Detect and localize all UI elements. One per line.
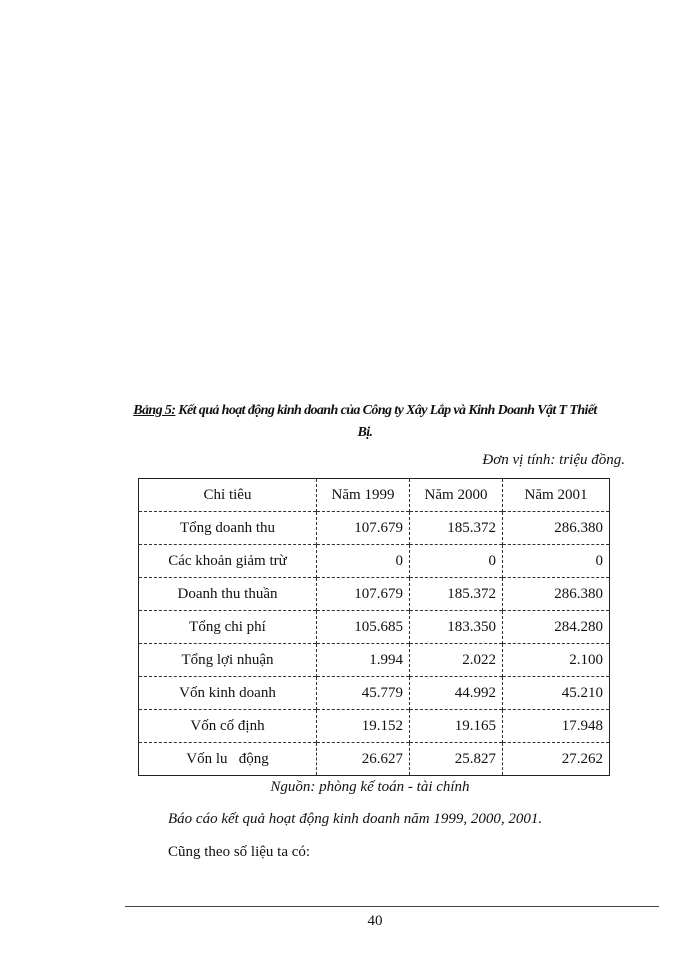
cell-value: 2.022 [410,644,503,677]
unit-note: Đơn vị tính: triệu đồng. [482,452,625,468]
table-row [139,710,610,743]
cell-value: 2.100 [503,644,610,677]
caption-label: Bảng 5: [133,403,176,418]
cell-value: 45.779 [317,677,410,710]
row-label: Tổng chi phí [139,611,317,644]
cell-value: 105.685 [317,611,410,644]
table-row [139,644,610,677]
cell-value: 17.948 [503,710,610,743]
cell-value: 107.679 [317,512,410,545]
row-label: Doanh thu thuần [139,578,317,611]
table-caption [130,400,600,444]
row-label: Vốn cố định [139,710,317,743]
cell-value: 19.152 [317,710,410,743]
cell-value: 185.372 [410,578,503,611]
cell-value: 0 [410,545,503,578]
cell-value: 44.992 [410,677,503,710]
cell-value: 45.210 [503,677,610,710]
cell-value: 185.372 [410,512,503,545]
row-label: Vốn kinh doanh [139,677,317,710]
cell-value: 284.280 [503,611,610,644]
cell-value: 19.165 [410,710,503,743]
cell-value: 286.380 [503,512,610,545]
cell-value: 1.994 [317,644,410,677]
table-row [139,677,610,710]
footer-divider [125,906,659,907]
paragraph-intro: Cũng theo số liệu ta có: [168,844,311,860]
header-2001: Năm 2001 [503,479,610,512]
row-label: Tổng doanh thu [139,512,317,545]
row-label: Tổng lợi nhuận [139,644,317,677]
table-row [139,512,610,545]
table-row [139,743,610,776]
table-row [139,611,610,644]
row-label: Các khoản giảm trừ [139,545,317,578]
cell-value: 25.827 [410,743,503,776]
paragraph-report: Báo cáo kết quả hoạt động kinh doanh năm 1999, 2000, 2001. [168,811,543,827]
row-label: Vốn lu động [139,743,317,776]
cell-value: 27.262 [503,743,610,776]
caption-title: Kết quả hoạt động kinh doanh của Công ty Xây Lắp và Kinh Doanh Vật T Thiết Bị. [175,403,597,440]
cell-value: 0 [317,545,410,578]
header-2000: Năm 2000 [410,479,503,512]
header-1999: Năm 1999 [317,479,410,512]
cell-value: 26.627 [317,743,410,776]
table-header-row [139,479,610,512]
table-row [139,578,610,611]
source-note: Nguồn: phòng kế toán - tài chính [270,779,470,795]
cell-value: 286.380 [503,578,610,611]
table-row [139,545,610,578]
page-number: 40 [367,913,383,929]
cell-value: 183.350 [410,611,503,644]
cell-value: 0 [503,545,610,578]
header-indicator: Chỉ tiêu [139,479,317,512]
cell-value: 107.679 [317,578,410,611]
results-table [138,478,610,776]
